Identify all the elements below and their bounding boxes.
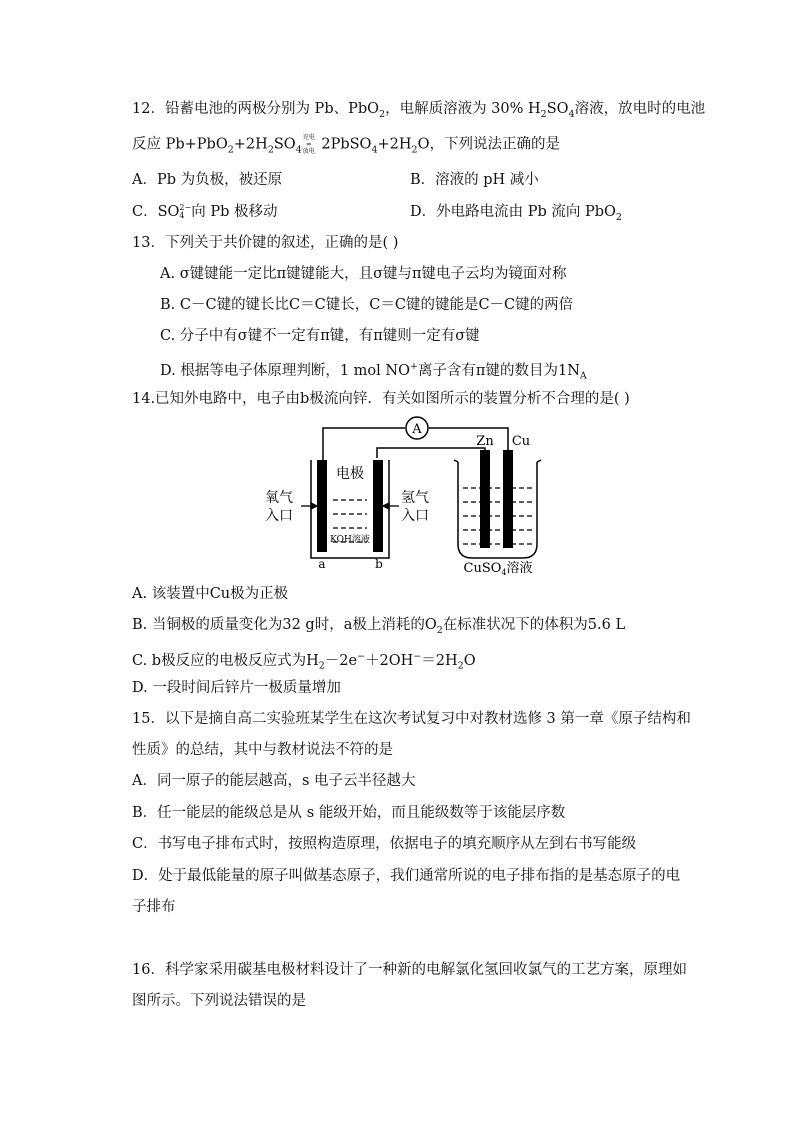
q12-option-a: A．Pb 为负极，被还原 — [132, 172, 283, 188]
zinc-electrode — [480, 450, 490, 548]
wire-middle — [377, 448, 485, 458]
q12-line1: 12．铅蓄电池的两极分别为 Pb、PbO$_2$，电解质溶液为 30% $H_2SO_4$溶液，放电时的电池 — [132, 101, 706, 120]
electrode-label: 电极 — [336, 466, 364, 482]
koh-label: KOH溶液 — [330, 535, 370, 545]
svg-text:入口: 入口 — [265, 508, 293, 524]
q13-option-d: D. 根据等电子体原理判断，1 mol NO+离子含有π键的数目为$1N_A$ — [160, 361, 587, 382]
cuso4-label: CuSO$_4$溶液 — [463, 561, 533, 577]
q12-option-b: B．溶液的 pH 减小 — [410, 172, 539, 188]
electrode-a-label: a — [318, 557, 326, 571]
electrode-b-label: b — [375, 557, 383, 571]
q15-option-d-line1: D．处于最低能量的原子叫做基态原子，我们通常所说的电子排布指的是基态原子的电 — [132, 868, 681, 884]
oxygen-inlet-label: 氧气 — [265, 490, 293, 506]
q13-option-a: A. σ键键能一定比π键键能大，且σ键与π键电子云均为镜面对称 — [160, 266, 567, 282]
q15-line2: 性质》的总结，其中与教材说法不符的是 — [132, 742, 393, 758]
q14-option-a: A. 该装置中Cu极为正极 — [132, 586, 289, 602]
copper-label: Cu — [511, 434, 531, 449]
q12-option-c: C．SO 2− 4 向 Pb 极移动 — [132, 203, 278, 220]
q15-option-b: B．任一能层的能级总是从 s 能级开始，而且能级数等于该能层序数 — [132, 805, 566, 821]
q16-line2: 图所示。下列说法错误的是 — [132, 993, 306, 1009]
q13-stem: 13．下列关于共价键的叙述，正确的是( ) — [132, 235, 399, 251]
q14-option-b: B. 当铜极的质量变化为32 g时，a极上消耗的$O_2$在标准状况下的体积为5.6 L — [132, 617, 626, 636]
wire-right — [429, 428, 508, 450]
svg-text:入口: 入口 — [401, 508, 429, 524]
electrode-a — [317, 460, 327, 552]
q14-option-c: C. b极反应的电极反应式为$H_2-2e^-+2OH^-=2H_2O$ — [132, 651, 476, 672]
hydrogen-inlet-label: 氢气 — [401, 490, 429, 506]
q15-option-d-line2: 子排布 — [132, 899, 176, 915]
q13-option-b: B. C－C键的键长比C＝C键长，C＝C键的键能是C－C键的两倍 — [160, 297, 574, 313]
q12-option-d: D．外电路电流由 Pb 流向 PbO$_2$ — [410, 204, 622, 223]
zinc-label: Zn — [476, 434, 494, 449]
q15-line1: 15．以下是摘自高二实验班某学生在这次考试复习中对教材选修 3 第一章《原子结构和 — [132, 711, 691, 727]
q15-option-a: A．同一原子的能层越高，s 电子云半径越大 — [132, 773, 416, 789]
q12-line2: 反应 $Pb+PbO_2+2H_2SO_4$ 充电 ⇌ 放电 $2PbSO_4+2H_2O$，下列说法正确的是 — [132, 134, 560, 156]
reversible-arrow-icon: 充电 ⇌ 放电 — [302, 134, 315, 155]
electrode-b — [373, 460, 383, 552]
fuel-cell-electrolysis-diagram — [255, 410, 555, 580]
q16-line1: 16．科学家采用碳基电极材料设计了一种新的电解氯化氢回收氯气的工艺方案，原理如 — [132, 962, 687, 978]
q14-option-d: D. 一段时间后锌片一极质量增加 — [132, 680, 341, 696]
copper-electrode — [503, 450, 513, 548]
q13-option-c: C. 分子中有σ键不一定有π键，有π键则一定有σ键 — [160, 328, 480, 344]
q14-stem: 14.已知外电路中，电子由b极流向锌．有关如图所示的装置分析不合理的是( ) — [132, 391, 630, 407]
ammeter-label: A — [412, 422, 422, 437]
q15-option-c: C．书写电子排布式时，按照构造原理，依据电子的填充顺序从左到右书写能级 — [132, 836, 637, 852]
